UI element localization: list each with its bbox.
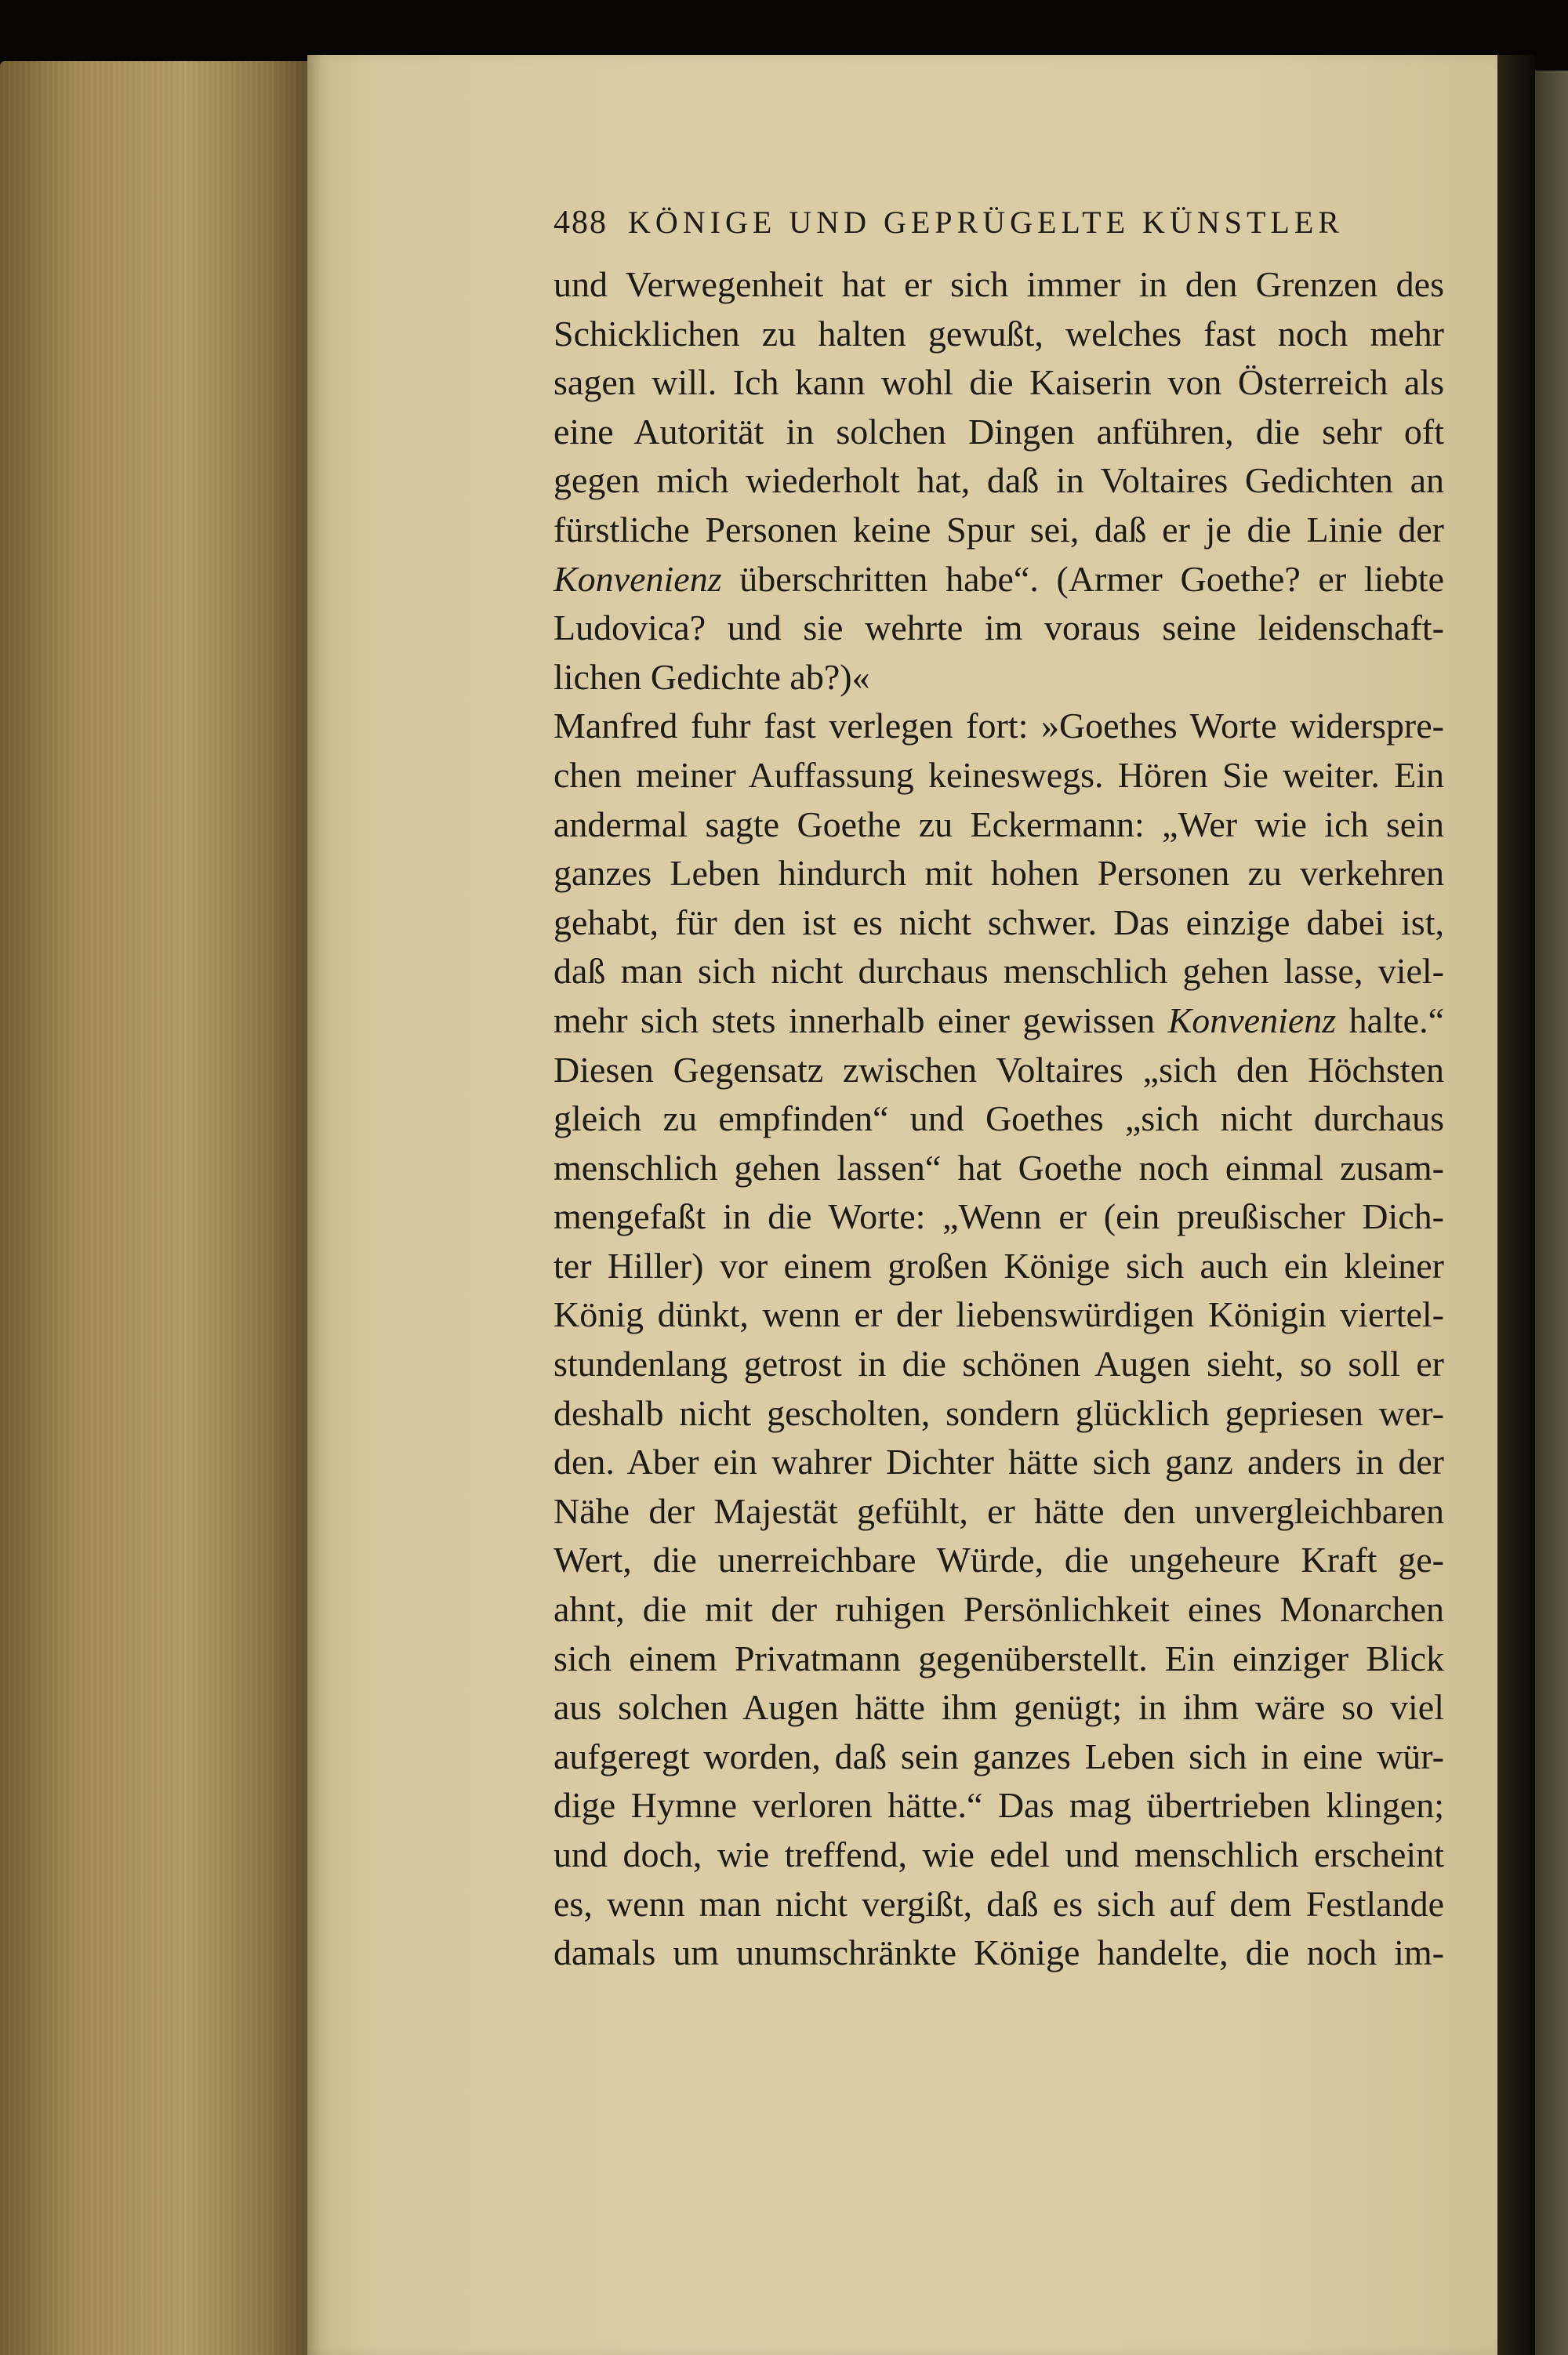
text-line xyxy=(554,310,1444,359)
line-text: ter Hiller) vor einem großen Könige sich auch ein kleiner xyxy=(554,1245,1444,1286)
line-text: Wert, die unerreichbare Würde, die ungeheure Kraft ge- xyxy=(554,1540,1444,1580)
text-line xyxy=(554,456,1444,506)
line-text: ahnt, die mit der ruhigen Persönlichkeit eines Monarchen xyxy=(554,1589,1444,1630)
line-text: Ludovica? und sie wehrte im voraus seine leidenschaft- xyxy=(554,608,1444,648)
text-line xyxy=(554,996,1444,1046)
line-text: aufgeregt worden, daß sein ganzes Leben sich in eine wür- xyxy=(554,1736,1444,1776)
line-text: dige Hymne verloren hätte.“ Das mag übertrieben klingen; xyxy=(554,1785,1444,1826)
text-line xyxy=(554,1389,1444,1439)
text-line xyxy=(554,1242,1444,1291)
facing-page-edge xyxy=(1535,71,1568,2355)
line-text: lichen Gedichte ab?)« xyxy=(554,656,870,697)
text-line xyxy=(554,898,1444,948)
line-text: den. Aber ein wahrer Dichter hätte sich ganz anders in der xyxy=(554,1442,1444,1482)
text-line xyxy=(554,1144,1444,1193)
running-title: KÖNIGE UND GEPRÜGELTE KÜNSTLER xyxy=(628,205,1344,240)
text-line xyxy=(554,506,1444,555)
body-text xyxy=(554,260,1444,1978)
line-text: gleich zu empfinden“ und Goethes „sich nicht durchaus xyxy=(554,1098,1444,1139)
line-text: Diesen Gegensatz zwischen Voltaires „sich den Höchsten xyxy=(554,1049,1444,1090)
text-line xyxy=(554,1635,1444,1684)
line-text: gehabt, für den ist es nicht schwer. Das einzige dabei ist, xyxy=(554,902,1444,942)
text-line xyxy=(554,702,1444,751)
text-line xyxy=(554,653,1444,702)
line-text: ganzes Leben hindurch mit hohen Personen zu verkehren xyxy=(554,853,1444,894)
text-line xyxy=(554,1585,1444,1635)
line-text: daß man sich nicht durchaus menschlich gehen lasse, viel- xyxy=(554,951,1444,992)
text-line xyxy=(554,1290,1444,1340)
text-line xyxy=(554,1880,1444,1929)
text-line xyxy=(554,604,1444,653)
book-fore-edge xyxy=(0,61,310,2355)
italic-word: Konvenienz xyxy=(554,558,722,599)
text-line xyxy=(554,1683,1444,1733)
line-text: fürstliche Personen keine Spur sei, daß er je die Linie der xyxy=(554,509,1444,550)
line-text: deshalb nicht gescholten, sondern glücklich gepriesen wer- xyxy=(554,1392,1444,1433)
text-line xyxy=(554,1438,1444,1487)
text-line xyxy=(554,1781,1444,1831)
page-number: 488 xyxy=(554,205,608,241)
text-line xyxy=(554,1340,1444,1389)
line-text: mengefaßt in die Worte: „Wenn er (ein preußischer Dich- xyxy=(554,1196,1444,1237)
line-text: menschlich gehen lassen“ hat Goethe noch einmal zusam- xyxy=(554,1147,1444,1188)
line-text: es, wenn man nicht vergißt, daß es sich auf dem Festlande xyxy=(554,1883,1444,1924)
line-text: und doch, wie treffend, wie edel und menschlich erscheint xyxy=(554,1834,1444,1874)
text-line xyxy=(554,1487,1444,1537)
line-text: mehr sich stets innerhalb einer gewissen xyxy=(554,1000,1168,1040)
text-line xyxy=(554,260,1444,310)
line-text: und Verwegenheit hat er sich immer in den Grenzen des xyxy=(554,264,1444,304)
text-line xyxy=(554,800,1444,850)
text-line xyxy=(554,751,1444,800)
line-text: König dünkt, wenn er der liebenswürdigen Königin viertel- xyxy=(554,1294,1444,1335)
text-line xyxy=(554,1046,1444,1095)
line-text: stundenlang getrost in die schönen Augen sieht, so soll er xyxy=(554,1344,1444,1384)
text-line xyxy=(554,849,1444,898)
text-line xyxy=(554,1733,1444,1782)
line-text: gegen mich wiederholt hat, daß in Voltaires Gedichten an xyxy=(554,460,1444,501)
running-header xyxy=(554,204,1463,251)
line-text: überschritten habe“. (Armer Goethe? er liebte xyxy=(721,558,1444,599)
text-line xyxy=(554,1831,1444,1880)
line-text: Nähe der Majestät gefühlt, er hätte den unvergleichbaren xyxy=(554,1490,1444,1531)
text-line xyxy=(554,408,1444,457)
text-line xyxy=(554,1192,1444,1242)
line-text: Manfred fuhr fast verlegen fort: »Goethes Worte widerspre- xyxy=(554,706,1444,746)
line-text: chen meiner Auffassung keineswegs. Hören Sie weiter. Ein xyxy=(554,754,1444,795)
text-line xyxy=(554,1929,1444,1978)
text-line xyxy=(554,1536,1444,1585)
line-text: Schicklichen zu halten gewußt, welches fast noch mehr xyxy=(554,313,1444,354)
line-text: sich einem Privatmann gegenüberstellt. Ein einziger Blick xyxy=(554,1638,1444,1678)
italic-word: Konvenienz xyxy=(1167,1000,1337,1040)
text-line xyxy=(554,555,1444,604)
text-line xyxy=(554,358,1444,408)
line-text: sagen will. Ich kann wohl die Kaiserin von Österreich als xyxy=(554,362,1444,403)
text-line xyxy=(554,1094,1444,1144)
text-line xyxy=(554,947,1444,996)
line-text-tail: halte.“ xyxy=(1336,1000,1444,1040)
page-gutter-shadow xyxy=(1497,55,1535,2355)
line-text: aus solchen Augen hätte ihm genügt; in ihm wäre so viel xyxy=(554,1687,1444,1728)
line-text: damals um unumschränkte Könige handelte, die noch im- xyxy=(554,1932,1444,1973)
line-text: andermal sagte Goethe zu Eckermann: „Wer wie ich sein xyxy=(554,804,1444,844)
line-text: eine Autorität in solchen Dingen anführen, die sehr oft xyxy=(554,411,1444,452)
